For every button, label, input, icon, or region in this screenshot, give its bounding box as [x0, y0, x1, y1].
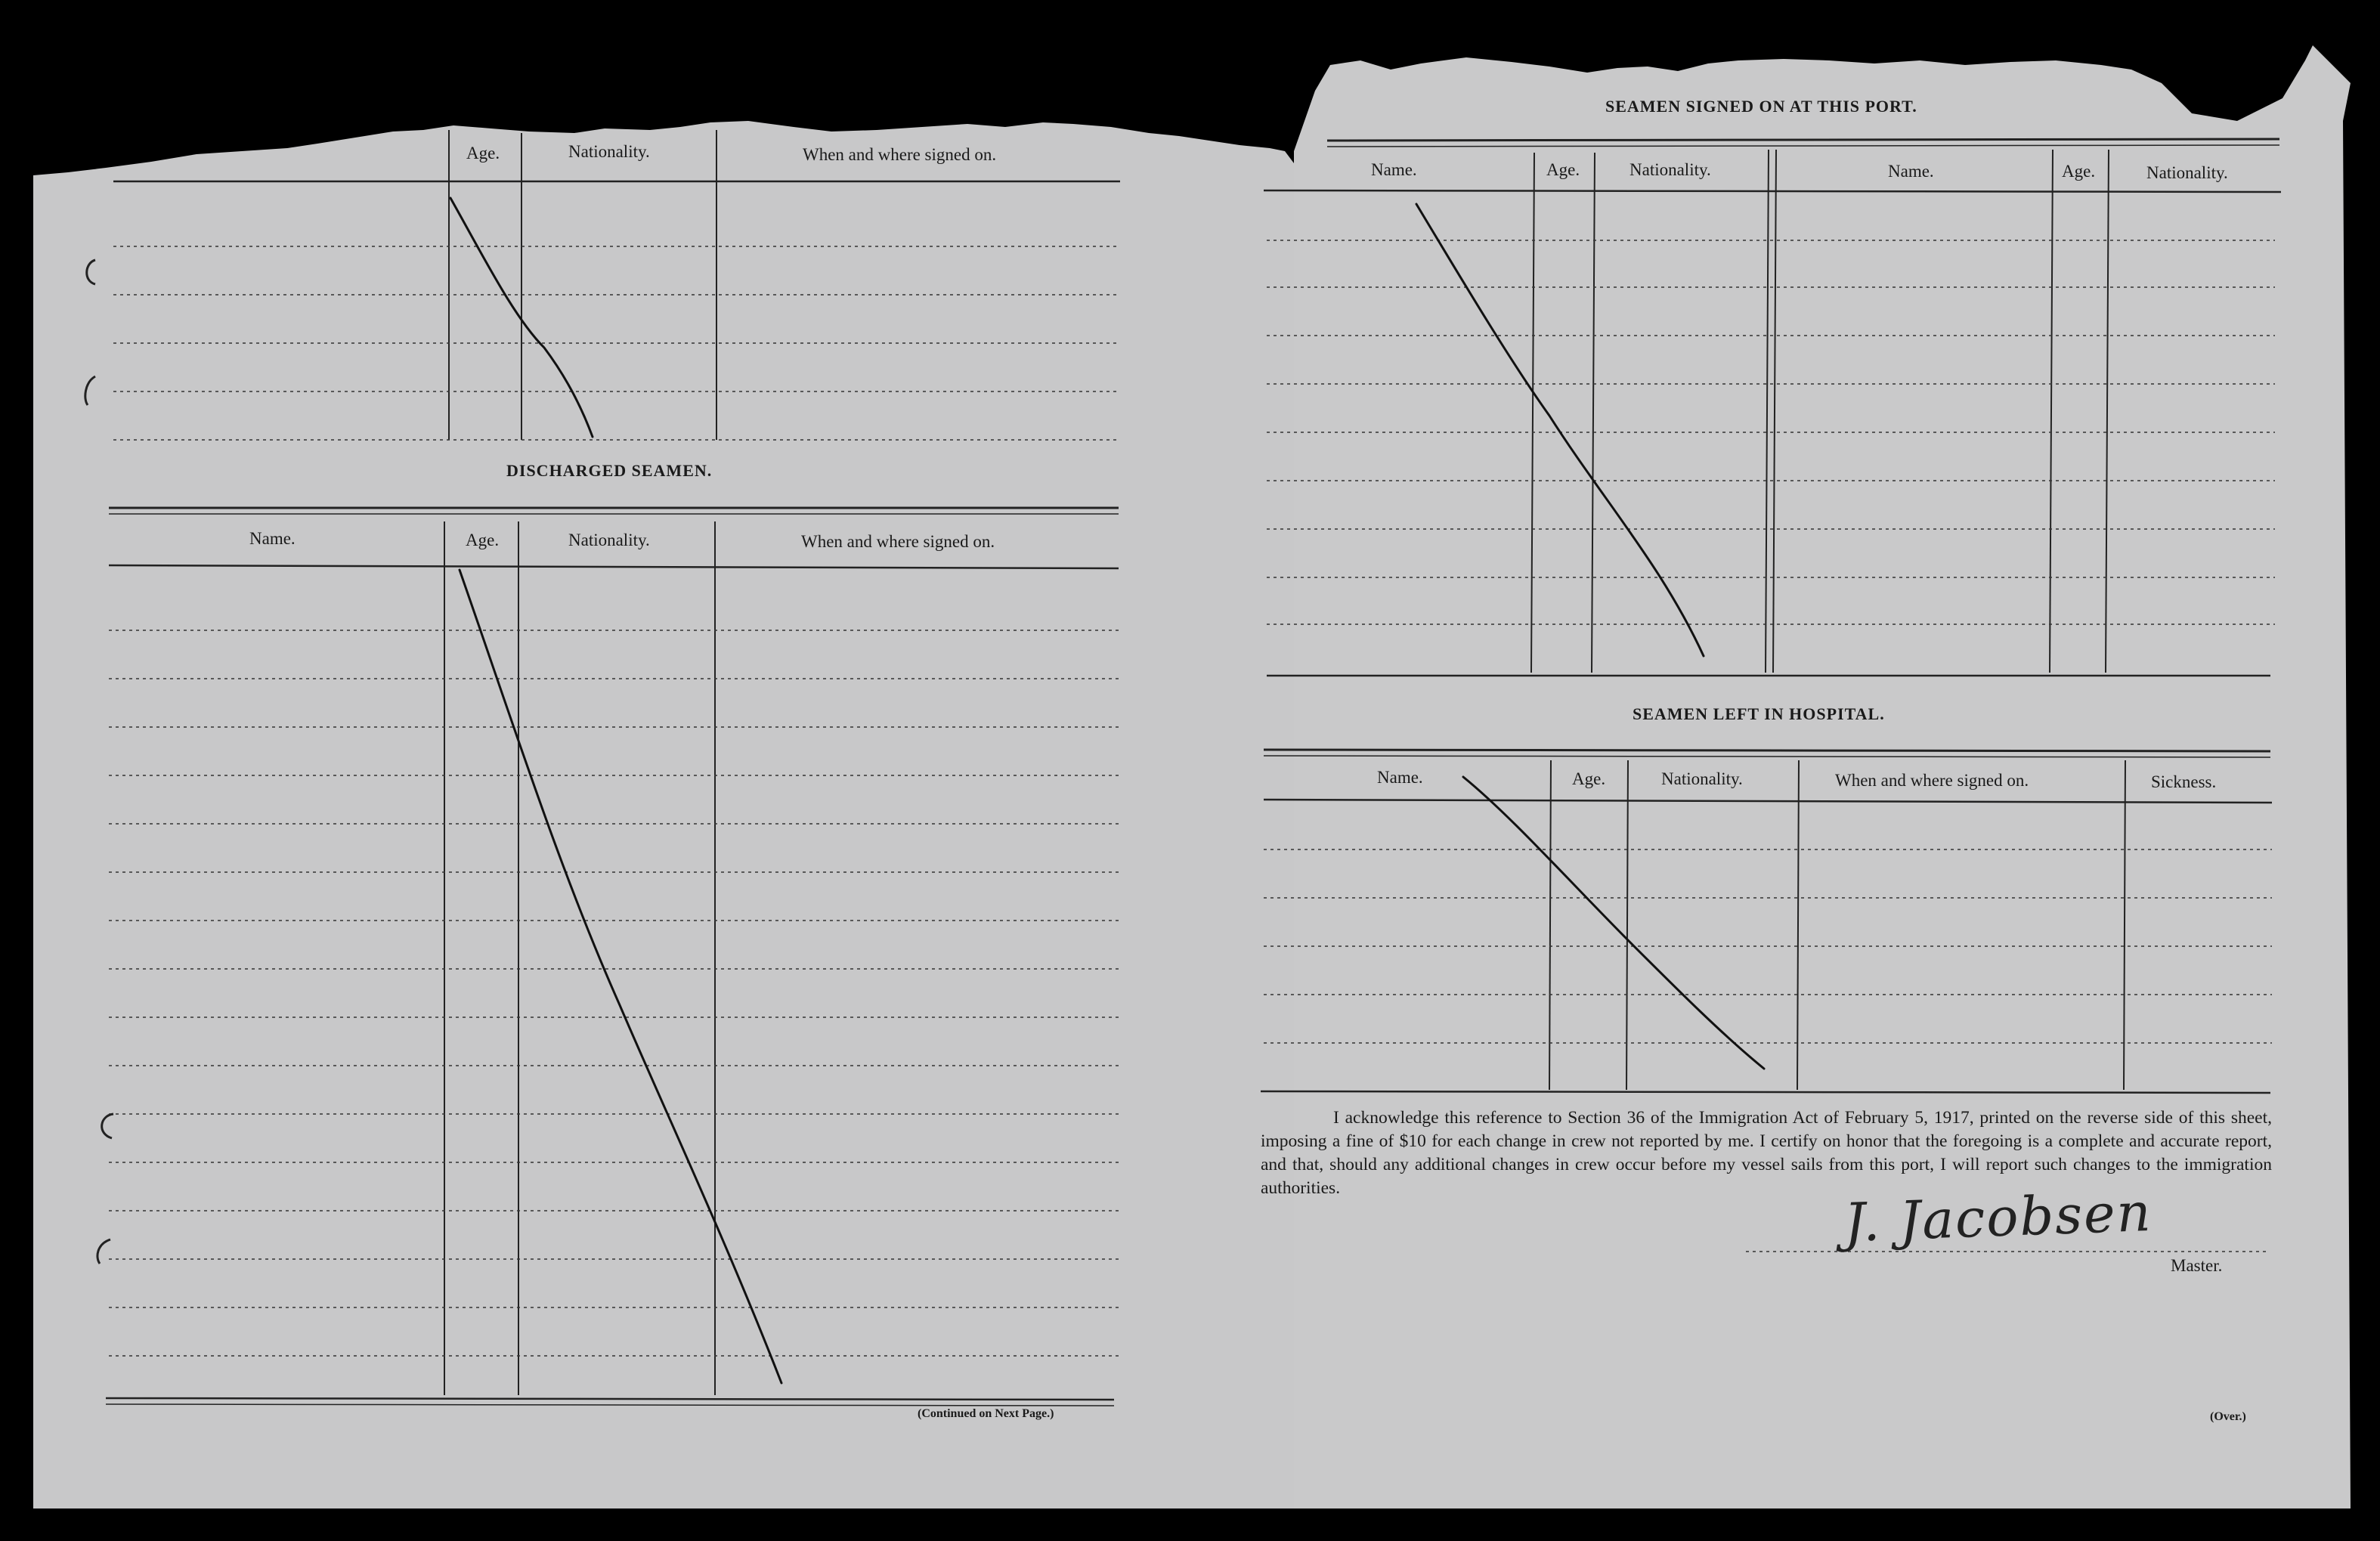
master-signature: J. Jacobsen	[1843, 1181, 2153, 1255]
discharged-nationality-header: Nationality.	[568, 531, 650, 549]
hospital-name-header: Name.	[1377, 768, 1423, 787]
signed-on-name-header-2: Name.	[1888, 162, 1934, 181]
hospital-title: SEAMEN LEFT IN HOSPITAL.	[1633, 704, 1885, 723]
signed-on-title: SEAMEN SIGNED ON AT THIS PORT.	[1605, 97, 1917, 116]
hospital-nationality-header: Nationality.	[1661, 769, 1743, 788]
master-label: Master.	[2171, 1256, 2223, 1275]
hospital-age-header: Age.	[1572, 769, 1606, 788]
top-table-age-header: Age.	[466, 144, 500, 162]
left-page-sheet	[33, 121, 1294, 1509]
hospital-signed-on-header: When and where signed on.	[1835, 771, 2029, 790]
discharged-signed-on-header: When and where signed on.	[801, 532, 995, 551]
top-table-signed-on-header: When and where signed on.	[803, 145, 997, 164]
continued-footer: (Continued on Next Page.)	[918, 1407, 1054, 1420]
signed-on-nationality-header-1: Nationality.	[1629, 160, 1711, 179]
top-table-nationality-header: Nationality.	[568, 142, 650, 161]
signed-on-name-header-1: Name.	[1371, 160, 1417, 179]
discharged-age-header: Age.	[466, 531, 500, 549]
certification-text: I acknowledge this reference to Section 36 of the Immigration Act of February 5, 1917, printed on the reverse side of this sheet, imposing a fine of $10 for each change in crew not reported by me. I certify on honor that the foregoing is a complete and accurate report, and that, should any additional changes in crew occur before my vessel sails from this port, I will report such changes to the immigration authorities.	[1261, 1108, 2272, 1198]
discharged-seamen-title: DISCHARGED SEAMEN.	[506, 461, 713, 480]
hospital-sickness-header: Sickness.	[2151, 772, 2217, 791]
signed-on-age-header-1: Age.	[1546, 160, 1580, 179]
signed-on-age-header-2: Age.	[2062, 162, 2096, 181]
over-footer: (Over.)	[2210, 1410, 2246, 1423]
signed-on-nationality-header-2: Nationality.	[2146, 163, 2228, 182]
discharged-name-header: Name.	[249, 529, 296, 548]
